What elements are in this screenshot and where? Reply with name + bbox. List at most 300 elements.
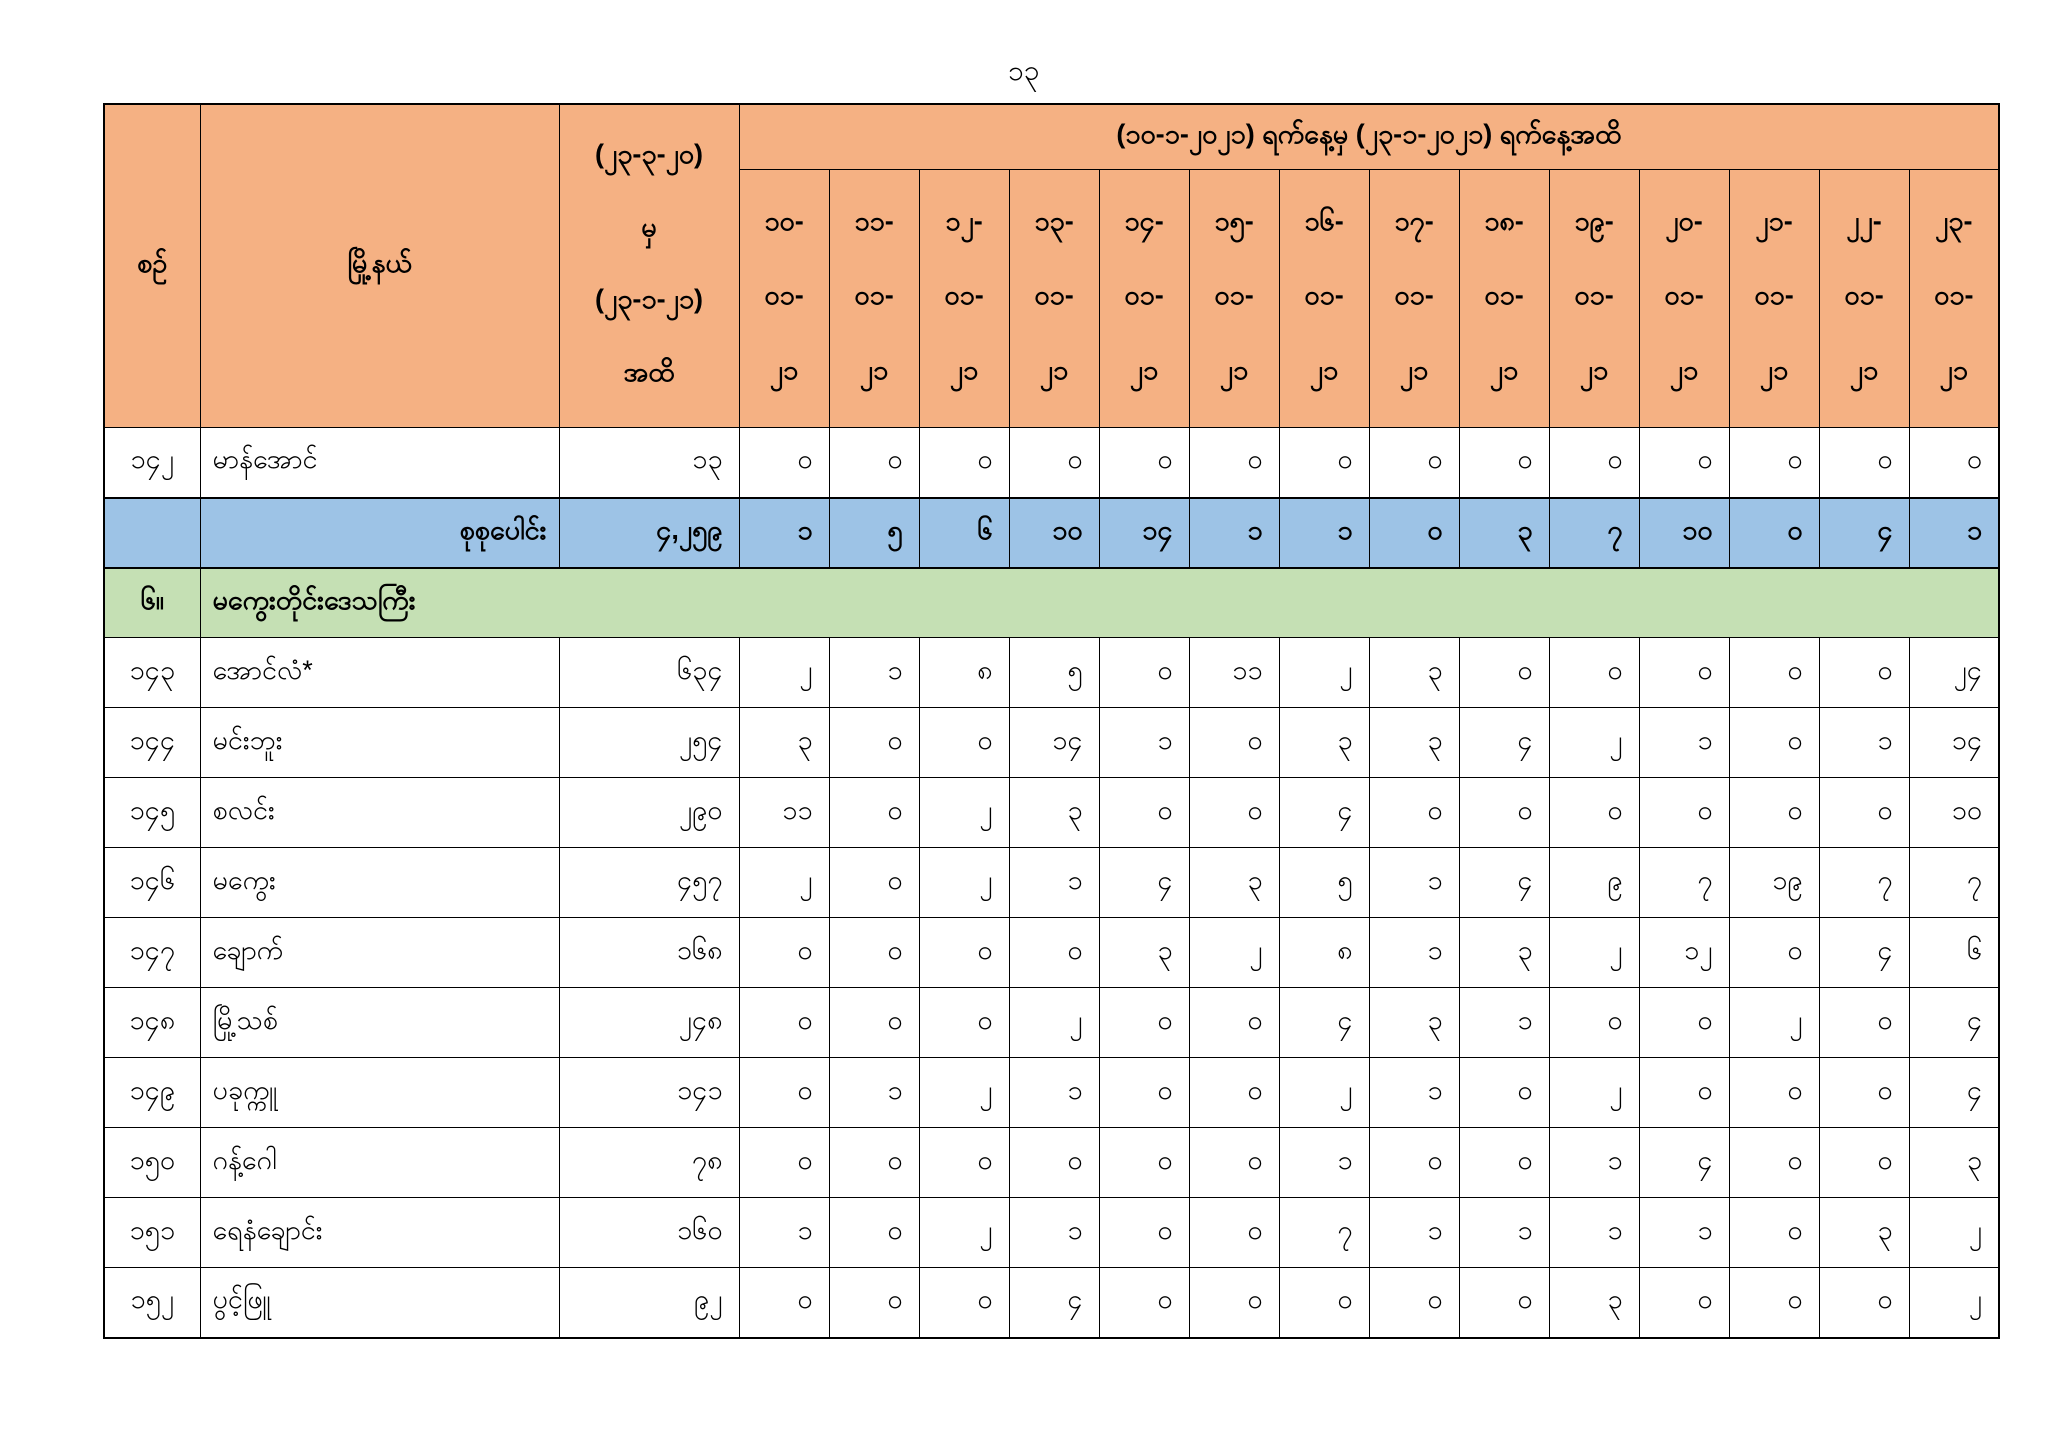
cumulative-total: ၇၈	[559, 1128, 739, 1198]
header-date-col	[1369, 169, 1459, 427]
header-date-line: ၁၂-	[945, 206, 983, 237]
daily-value: ၀	[919, 988, 1009, 1058]
header-date-col-lines	[1820, 170, 1909, 427]
header-date-line: ၀၁-	[854, 280, 894, 311]
row-serial: ၁၄၂	[104, 428, 200, 498]
header-date-line: ၂၀-	[1665, 206, 1703, 237]
header-date-col	[1819, 169, 1909, 427]
daily-value: ၀	[919, 918, 1009, 988]
daily-value: ၃	[1369, 708, 1459, 778]
daily-value: ၀	[829, 778, 919, 848]
daily-value: ၁၀	[1909, 778, 1999, 848]
daily-value: ၁	[739, 1198, 829, 1268]
daily-value: ၀	[1189, 1268, 1279, 1338]
daily-value: ၂	[1279, 638, 1369, 708]
daily-value: ၀	[829, 428, 919, 498]
header-date-line: ၂၁	[769, 354, 799, 385]
daily-value: ၀	[1819, 778, 1909, 848]
header-date-line: ၁၄-	[1124, 206, 1164, 237]
township-row	[104, 918, 1999, 988]
header-date-line: ၀၁-	[944, 280, 984, 311]
daily-value: ၀	[1369, 498, 1459, 568]
daily-value: ၀	[1009, 1128, 1099, 1198]
township-row	[104, 1198, 1999, 1268]
header-date-col	[1009, 169, 1099, 427]
daily-value: ၃	[1909, 1128, 1999, 1198]
row-serial: ၁၄၉	[104, 1058, 200, 1128]
header-date-col	[1459, 169, 1549, 427]
daily-value: ၁	[829, 638, 919, 708]
daily-value: ၅	[1279, 848, 1369, 918]
daily-value: ၇	[1639, 848, 1729, 918]
daily-value: ၀	[1099, 638, 1189, 708]
daily-value: ၀	[1549, 988, 1639, 1058]
daily-value: ၃	[1819, 1198, 1909, 1268]
row-serial: ၁၄၇	[104, 918, 200, 988]
header-date-line: ၂၁	[1489, 354, 1519, 385]
daily-value: ၃	[1189, 848, 1279, 918]
cumulative-total: ၁၄၁	[559, 1058, 739, 1128]
township-name: မာန်အောင်	[200, 428, 559, 498]
total-label: စုစုပေါင်း	[200, 498, 559, 568]
daily-value: ၄	[1819, 498, 1909, 568]
daily-value: ၃	[1459, 918, 1549, 988]
daily-value: ၀	[739, 428, 829, 498]
header-cumulative-line: အထိ	[623, 356, 675, 387]
township-row	[104, 1268, 1999, 1338]
township-name: ပွင့်ဖြူ	[200, 1268, 559, 1338]
header-date-col-lines	[920, 170, 1009, 427]
header-date-col-lines	[1190, 170, 1279, 427]
daily-value: ၁၂	[1639, 918, 1729, 988]
daily-value: ၄	[1909, 988, 1999, 1058]
daily-value: ၁	[1099, 708, 1189, 778]
daily-value: ၀	[1729, 918, 1819, 988]
daily-value: ၂	[1549, 918, 1639, 988]
row-serial: ၁၅၂	[104, 1268, 200, 1338]
daily-value: ၀	[1009, 428, 1099, 498]
row-serial	[104, 498, 200, 568]
daily-value: ၀	[1729, 778, 1819, 848]
township-row	[104, 428, 1999, 498]
township-name: အောင်လံ*	[200, 638, 559, 708]
header-date-line: ၂၁	[1579, 354, 1609, 385]
daily-value: ၀	[739, 1268, 829, 1338]
township-row	[104, 638, 1999, 708]
header-date-line: ၂၁	[949, 354, 979, 385]
report-tbody	[104, 428, 1999, 1338]
header-date-col-lines	[1910, 170, 1999, 427]
header-date-line: ၂၁	[859, 354, 889, 385]
cumulative-total: ၂၅၄	[559, 708, 739, 778]
header-cumulative-lines	[560, 105, 739, 427]
header-date-line: ၁၀-	[764, 206, 804, 237]
daily-value: ၁	[1369, 918, 1459, 988]
header-date-line: ၁၃-	[1034, 206, 1074, 237]
header-date-col-lines	[1640, 170, 1729, 427]
cumulative-total: ၆၃၄	[559, 638, 739, 708]
header-date-col	[1189, 169, 1279, 427]
daily-value: ၁	[1009, 1198, 1099, 1268]
header-date-range: (၁၀-၁-၂၀၂၁) ရက်နေ့မှ (၂၃-၁-၂၀၂၁) ရက်နေ့အထိ	[739, 104, 1999, 169]
daily-value: ၁	[1639, 708, 1729, 778]
daily-value: ၀	[1819, 1268, 1909, 1338]
daily-value: ၀	[1099, 1128, 1189, 1198]
daily-value: ၂၄	[1909, 638, 1999, 708]
header-date-line: ၁၁-	[854, 206, 894, 237]
daily-value: ၀	[1819, 1128, 1909, 1198]
daily-value: ၁၄	[1909, 708, 1999, 778]
header-date-line: ၁၇-	[1394, 206, 1434, 237]
daily-value: ၃	[1279, 708, 1369, 778]
row-serial: ၁၄၅	[104, 778, 200, 848]
header-date-col	[1279, 169, 1369, 427]
daily-value: ၀	[1729, 638, 1819, 708]
header-date-col-lines	[1370, 170, 1459, 427]
daily-value: ၀	[919, 1128, 1009, 1198]
daily-value: ၁	[1279, 498, 1369, 568]
row-serial: ၁၄၃	[104, 638, 200, 708]
daily-value: ၁၄	[1099, 498, 1189, 568]
daily-value: ၀	[1099, 1198, 1189, 1268]
township-name: မကွေး	[200, 848, 559, 918]
header-date-line: ၂၃-	[1935, 206, 1973, 237]
header-date-line: ၀၁-	[1934, 280, 1974, 311]
daily-value: ၄	[1099, 848, 1189, 918]
daily-value: ၀	[829, 1128, 919, 1198]
daily-value: ၄	[1909, 1058, 1999, 1128]
daily-value: ၁	[1369, 1058, 1459, 1128]
header-date-line: ၀၁-	[1394, 280, 1434, 311]
cumulative-total: ၁၃	[559, 428, 739, 498]
header-date-line: ၀၁-	[1214, 280, 1254, 311]
daily-value: ၁	[1009, 1058, 1099, 1128]
header-date-line: ၁၅-	[1214, 206, 1254, 237]
header-date-col-lines	[1460, 170, 1549, 427]
daily-value: ၀	[1819, 988, 1909, 1058]
header-date-line: ၀၁-	[1304, 280, 1344, 311]
daily-value: ၂	[919, 778, 1009, 848]
township-name: ချောက်	[200, 918, 559, 988]
row-serial: ၁၅၀	[104, 1128, 200, 1198]
daily-value: ၁	[1369, 1198, 1459, 1268]
daily-value: ၀	[1009, 918, 1099, 988]
daily-value: ၀	[829, 848, 919, 918]
daily-value: ၇	[1819, 848, 1909, 918]
daily-value: ၁	[739, 498, 829, 568]
daily-value: ၁	[1459, 1198, 1549, 1268]
daily-value: ၂	[919, 848, 1009, 918]
daily-value: ၆	[919, 498, 1009, 568]
township-row	[104, 848, 1999, 918]
daily-value: ၀	[1819, 638, 1909, 708]
daily-value: ၀	[1459, 428, 1549, 498]
daily-value: ၀	[1639, 638, 1729, 708]
daily-value: ၀	[1459, 1268, 1549, 1338]
daily-value: ၄	[1459, 848, 1549, 918]
cumulative-total: ၁၆၀	[559, 1198, 739, 1268]
daily-value: ၀	[1729, 1128, 1819, 1198]
header-date-col	[1639, 169, 1729, 427]
daily-value: ၀	[1639, 778, 1729, 848]
daily-value: ၄	[1639, 1128, 1729, 1198]
cumulative-total: ၁၆၈	[559, 918, 739, 988]
township-name: မင်းဘူး	[200, 708, 559, 778]
daily-value: ၀	[1549, 638, 1639, 708]
daily-value: ၁၉	[1729, 848, 1819, 918]
daily-value: ၄	[1459, 708, 1549, 778]
daily-value: ၀	[1639, 428, 1729, 498]
daily-value: ၃	[1099, 918, 1189, 988]
daily-value: ၀	[739, 918, 829, 988]
daily-value: ၀	[919, 428, 1009, 498]
daily-value: ၀	[1189, 1058, 1279, 1128]
daily-value: ၀	[1459, 1128, 1549, 1198]
daily-value: ၂	[1909, 1198, 1999, 1268]
header-date-line: ၂၁	[1669, 354, 1699, 385]
daily-value: ၀	[1639, 988, 1729, 1058]
daily-value: ၃	[1549, 1268, 1639, 1338]
daily-value: ၃	[739, 708, 829, 778]
daily-value: ၀	[1279, 1268, 1369, 1338]
daily-value: ၀	[1639, 1058, 1729, 1128]
header-date-line: ၂၁	[1399, 354, 1429, 385]
daily-value: ၀	[1099, 988, 1189, 1058]
daily-value: ၀	[1099, 1268, 1189, 1338]
header-date-line: ၂၁	[1849, 354, 1879, 385]
row-serial: ၁၄၈	[104, 988, 200, 1058]
daily-value: ၀	[1729, 498, 1819, 568]
daily-value: ၁	[1189, 498, 1279, 568]
daily-value: ၀	[1099, 428, 1189, 498]
daily-value: ၀	[1459, 778, 1549, 848]
township-row	[104, 988, 1999, 1058]
cumulative-total: ၄,၂၅၉	[559, 498, 739, 568]
daily-value: ၀	[1189, 778, 1279, 848]
daily-value: ၃	[1369, 638, 1459, 708]
header-date-line: ၂၁	[1939, 354, 1968, 385]
header-date-col	[919, 169, 1009, 427]
header-date-line: ၁၆-	[1304, 206, 1344, 237]
page-number: ၁၃	[1008, 55, 1040, 86]
daily-value: ၃	[1459, 498, 1549, 568]
header-date-line: ၀၁-	[1124, 280, 1164, 311]
township-name: ရေနံချောင်း	[200, 1198, 559, 1268]
daily-value: ၀	[1369, 778, 1459, 848]
daily-value: ၂	[1189, 918, 1279, 988]
daily-value: ၀	[1639, 1268, 1729, 1338]
daily-value: ၄	[1819, 918, 1909, 988]
daily-value: ၀	[829, 708, 919, 778]
cumulative-total: ၉၂	[559, 1268, 739, 1338]
row-serial: ၁၅၁	[104, 1198, 200, 1268]
daily-value: ၂	[739, 638, 829, 708]
header-date-col	[1729, 169, 1819, 427]
daily-value: ၁	[1549, 1128, 1639, 1198]
header-date-col-lines	[1100, 170, 1189, 427]
header-date-line: ၂၁-	[1755, 206, 1793, 237]
header-township: မြို့နယ်	[200, 104, 559, 428]
daily-value: ၀	[829, 1198, 919, 1268]
daily-value: ၄	[1279, 778, 1369, 848]
daily-value: ၀	[1819, 428, 1909, 498]
header-date-col	[1099, 169, 1189, 427]
daily-value: ၁	[1639, 1198, 1729, 1268]
daily-value: ၈	[919, 638, 1009, 708]
cumulative-total: ၂၄၈	[559, 988, 739, 1058]
daily-value: ၁၁	[739, 778, 829, 848]
daily-value: ၃	[1009, 778, 1099, 848]
cumulative-total: ၄၅၇	[559, 848, 739, 918]
header-date-col	[1549, 169, 1639, 427]
header-date-col	[829, 169, 919, 427]
header-date-line: ၀၁-	[1034, 280, 1074, 311]
daily-value: ၂	[1009, 988, 1099, 1058]
daily-value: ၁	[1459, 988, 1549, 1058]
daily-value: ၀	[1369, 1128, 1459, 1198]
header-date-line: ၁၈-	[1484, 206, 1524, 237]
header-date-col-lines	[1550, 170, 1639, 427]
daily-value: ၀	[1279, 428, 1369, 498]
header-date-line: ၂၁	[1759, 354, 1789, 385]
header-cumulative	[559, 104, 739, 428]
township-name: ပခုက္ကူ	[200, 1058, 559, 1128]
township-name: မြို့သစ်	[200, 988, 559, 1058]
daily-value: ၁၀	[1639, 498, 1729, 568]
daily-value: ၂	[1549, 1058, 1639, 1128]
daily-value: ၂	[739, 848, 829, 918]
daily-value: ၀	[1729, 708, 1819, 778]
section-row	[104, 568, 1999, 638]
daily-value: ၀	[1549, 778, 1639, 848]
header-cumulative-line: မှ	[641, 211, 657, 242]
daily-value: ၀	[1189, 708, 1279, 778]
daily-value: ၅	[829, 498, 919, 568]
daily-value: ၀	[829, 988, 919, 1058]
daily-value: ၀	[739, 1058, 829, 1128]
daily-value: ၂	[1909, 1268, 1999, 1338]
daily-value: ၀	[1729, 428, 1819, 498]
daily-value: ၀	[739, 988, 829, 1058]
row-serial: ၁၄၄	[104, 708, 200, 778]
daily-value: ၁	[1009, 848, 1099, 918]
daily-value: ၀	[1369, 428, 1459, 498]
daily-value: ၀	[1909, 428, 1999, 498]
daily-value: ၇	[1909, 848, 1999, 918]
daily-value: ၀	[1099, 1058, 1189, 1128]
header-date-line: ၀၁-	[1844, 280, 1884, 311]
cumulative-total: ၂၉၀	[559, 778, 739, 848]
daily-value: ၉	[1549, 848, 1639, 918]
header-cumulative-line: (၂၃-၁-၂၁)	[594, 284, 704, 315]
header-date-col	[739, 169, 829, 427]
daily-value: ၆	[1909, 918, 1999, 988]
daily-value: ၂	[919, 1198, 1009, 1268]
daily-value: ၁	[829, 1058, 919, 1128]
daily-value: ၁၄	[1009, 708, 1099, 778]
township-name: ဂန့်ဂေါ	[200, 1128, 559, 1198]
daily-value: ၀	[829, 1268, 919, 1338]
header-date-col-lines	[1010, 170, 1099, 427]
header-date-line: ၀၁-	[1754, 280, 1794, 311]
daily-value: ၁၀	[1009, 498, 1099, 568]
township-name: စလင်း	[200, 778, 559, 848]
header-row-top	[104, 104, 1999, 169]
township-row	[104, 1058, 1999, 1128]
header-date-line: ၀၁-	[1664, 280, 1704, 311]
daily-value: ၁	[1549, 1198, 1639, 1268]
daily-value: ၀	[1459, 1058, 1549, 1128]
daily-value: ၅	[1009, 638, 1099, 708]
header-cumulative-line: (၂၃-၃-၂၀)	[594, 139, 704, 170]
daily-value: ၁	[1369, 848, 1459, 918]
header-date-line: ၀၁-	[1574, 280, 1614, 311]
section-number: ၆။	[104, 568, 200, 638]
header-date-col-lines	[740, 170, 829, 427]
daily-value: ၁၁	[1189, 638, 1279, 708]
header-date-line: ၀၁-	[764, 280, 804, 311]
daily-value: ၈	[1279, 918, 1369, 988]
header-date-col-lines	[1280, 170, 1369, 427]
daily-value: ၂	[1729, 988, 1819, 1058]
daily-value: ၇	[1279, 1198, 1369, 1268]
township-row	[104, 778, 1999, 848]
header-date-line: ၂၁	[1219, 354, 1249, 385]
header-date-line: ၂၁	[1129, 354, 1159, 385]
daily-value: ၂	[1279, 1058, 1369, 1128]
daily-value: ၀	[1729, 1198, 1819, 1268]
daily-value: ၀	[1729, 1058, 1819, 1128]
header-date-line: ၀၁-	[1484, 280, 1524, 311]
report-header	[104, 104, 1999, 428]
header-date-line: ၂၂-	[1846, 206, 1882, 237]
total-row	[104, 498, 1999, 568]
daily-value: ၀	[919, 1268, 1009, 1338]
daily-value: ၀	[1189, 1198, 1279, 1268]
daily-value: ၀	[1189, 428, 1279, 498]
daily-value: ၁	[1909, 498, 1999, 568]
daily-value: ၀	[1099, 778, 1189, 848]
daily-value: ၁	[1279, 1128, 1369, 1198]
daily-value: ၀	[829, 918, 919, 988]
daily-value: ၂	[919, 1058, 1009, 1128]
header-date-col-lines	[830, 170, 919, 427]
daily-value: ၀	[1549, 428, 1639, 498]
daily-value: ၀	[1189, 1128, 1279, 1198]
header-date-line: ၁၉-	[1574, 206, 1614, 237]
township-row	[104, 708, 1999, 778]
daily-value: ၁	[1819, 708, 1909, 778]
header-date-line: ၂၁	[1039, 354, 1069, 385]
daily-value: ၂	[1549, 708, 1639, 778]
township-row	[104, 1128, 1999, 1198]
row-serial: ၁၄၆	[104, 848, 200, 918]
daily-value: ၀	[1189, 988, 1279, 1058]
section-name: မကွေးတိုင်းဒေသကြီး	[200, 568, 1999, 638]
daily-value: ၀	[919, 708, 1009, 778]
daily-value: ၇	[1549, 498, 1639, 568]
daily-value: ၀	[1819, 1058, 1909, 1128]
daily-value: ၀	[1369, 1268, 1459, 1338]
daily-value: ၀	[1459, 638, 1549, 708]
header-date-col-lines	[1730, 170, 1819, 427]
header-date-line: ၂၁	[1309, 354, 1339, 385]
covid-daily-report-table	[103, 103, 2000, 1339]
header-serial: စဉ်	[104, 104, 200, 428]
daily-value: ၄	[1279, 988, 1369, 1058]
daily-value: ၀	[739, 1128, 829, 1198]
daily-value: ၄	[1009, 1268, 1099, 1338]
